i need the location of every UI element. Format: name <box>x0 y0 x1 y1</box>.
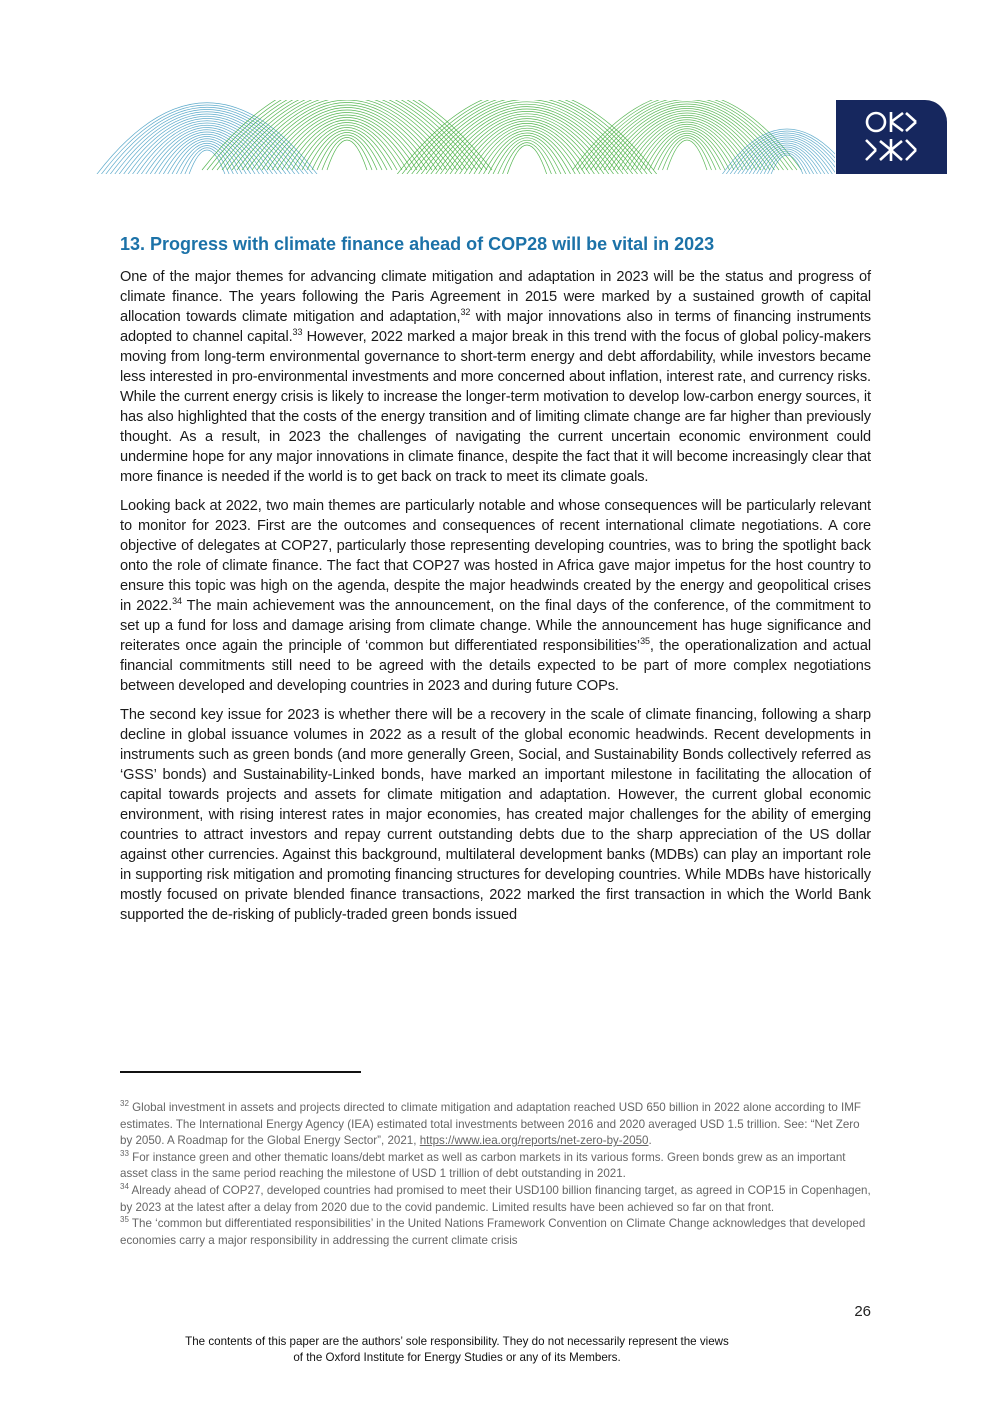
paragraph-3: The second key issue for 2023 is whether there will be a recovery in the scale of climate financing, following a sharp decline in global issuance volumes in 2022 as a result of the global economic headwinds. Recent developments in instruments such as green bonds (and more generally Green, Social, and Sustainability Bonds collectively referred as ‘GSS’ bonds) and Sustainability-Linked bonds, have marked an important milestone in facilitating the allocation of capital towards projects and assets for climate mitigation and adaptation. However, the current global economic environment, with rising interest rates in major economies, has created major challenges for the ability of emerging countries to attract investors and repay current outstanding debts due to the sharp appreciation of the US dollar against other currencies. Against this background, multilateral development banks (MDBs) can play an important role in supporting risk mitigation and promoting financing structures for developing countries. While MDBs have historically mostly focused on private blended finance transactions, 2022 marked the first transaction in which the World Bank supported the de-risking of publicly-traded green bonds issued <box>120 707 871 923</box>
paragraph-text: , the operationalization and actual financial commitments still need to be agreed with the details expected to be part of more complex negotiations between developed and developing countries in 2023 and during future COPs. <box>120 638 871 694</box>
wave-line <box>106 110 308 175</box>
wave-line <box>292 123 402 171</box>
footnote-number: 34 <box>120 1182 129 1192</box>
footnote-32 <box>120 1100 872 1150</box>
wave-line <box>658 136 716 171</box>
section-title <box>120 230 871 258</box>
wave-line <box>645 129 730 170</box>
wave-line <box>169 141 245 174</box>
page-number: 26 <box>854 1303 871 1320</box>
wave-line <box>667 140 707 170</box>
footnote-text: Already ahead of COP27, developed countries had promised to meet their USD100 billion financing target, as agreed in COP15 in Copenhagen, by 2023 at the latest after a delay from 2020 due to the covid pandemic. Limited results have been achieved so far on that front. <box>120 1183 871 1214</box>
oies-logo-icon <box>863 110 919 164</box>
wave-line <box>488 135 566 174</box>
wave-line <box>493 138 562 174</box>
wave-line <box>312 133 382 171</box>
wave-line <box>591 102 784 170</box>
footnote-34 <box>120 1183 872 1216</box>
wave-line <box>464 123 590 174</box>
wave-line <box>327 140 367 170</box>
footnote-number: 33 <box>120 1148 129 1158</box>
decorative-wave-banner <box>47 100 835 174</box>
main-content <box>120 230 871 934</box>
footnote-text: . <box>648 1134 652 1148</box>
footnote-text: For instance green and other thematic loans/debt market as well as carbon markets in its various forms. Green bonds grew as an important asset class in the same period reaching the milestone of USD 1 trillion of debt outstanding in 2021. <box>120 1150 846 1181</box>
footnote-separator <box>120 1071 361 1073</box>
footnote-text: Global investment in assets and projects directed to climate mitigation and adaptation reached USD 650 billion in 2022 alone according to IMF estimates. The International Energy Agency (IEA) estimated total investments between 2016 and 2020 averaged USD 1.5 trillion. See: “Net Zero by 2050. A Roadmap for the Global Energy Sector”, 2021, <box>120 1101 862 1148</box>
wave-line <box>151 132 263 174</box>
wave-line <box>272 113 422 171</box>
section-number: 13. <box>120 234 146 254</box>
footnotes <box>120 1100 872 1249</box>
paragraph-text: However, 2022 marked a major break in this trend with the focus of global policy-makers moving from long-term environmental governance to short-term energy and debt affordability, while investors became less interested in pro-environmental investments and more concerned about inflation, interest rate, and currency risks. While the current energy crisis is likely to increase the longer-term motivation to develop low-carbon energy sources, it has also highlighted that the costs of the energy transition and of limiting climate change are far higher than previously thought. As a result, in 2023 the challenges of navigating the current uncertain economic environment could undermine hope for any major innovations in climate finance, despite the fact that it will become increasingly clear that more finance is needed if the world is to get back on track to meet its climate goals. <box>120 329 871 485</box>
wave-line <box>165 139 250 174</box>
footnote-number: 35 <box>120 1215 129 1225</box>
section-title-text: Progress with climate finance ahead of COP28 will be vital in 2023 <box>150 234 715 254</box>
wave-line <box>507 145 547 174</box>
paragraph-2 <box>120 496 871 696</box>
disclaimer-line: of the Oxford Institute for Energy Studies or any of its Members. <box>293 1351 621 1364</box>
paragraph-1 <box>120 267 871 487</box>
paragraph-text: with major innovations also in terms of financing instruments adopted to channel capital. <box>120 309 871 345</box>
paragraph-text: The main achievement was the announcement, on the final days of the conference, of the commitment to set up a fund for loss and damage arising from climate change. While the announcement has huge significance and reiterates once again the principle of ‘common but differentiated responsibilities’ <box>120 598 872 654</box>
wave-line <box>160 137 254 175</box>
disclaimer-line: The contents of this paper are the authors’ sole responsibility. They do not necessarily represent the views <box>185 1335 729 1348</box>
footnote-number: 32 <box>120 1099 129 1109</box>
wave-line <box>459 121 595 174</box>
iea-report-link[interactable]: https://www.iea.org/reports/net-zero-by-2050 <box>419 1134 649 1148</box>
wave-line <box>129 121 286 174</box>
footnote-33 <box>120 1150 872 1183</box>
wave-line <box>478 131 576 174</box>
wave-line <box>454 119 600 174</box>
wave-line <box>297 125 397 170</box>
footnote-35 <box>120 1216 872 1249</box>
footnote-ref-32[interactable]: 32 <box>460 307 471 318</box>
footnote-ref-33[interactable]: 33 <box>292 327 303 338</box>
wave-line <box>622 118 752 171</box>
disclaimer <box>120 1334 794 1366</box>
paragraph-text: One of the major themes for advancing climate mitigation and adaptation in 2023 will be the status and progress of climate finance. The years following the Paris Agreement in 2015 were marked by a sustained growth of capital allocation towards climate mitigation and adaptation, <box>120 269 871 325</box>
paragraph-text: Looking back at 2022, two main themes are particularly notable and whose consequences will be particularly relevant to monitor for 2023. First are the outcomes and consequences of recent international climate negotiations. A core objective of delegates at COP27, particularly those representing developing countries, was to bring the spotlight back onto the role of climate finance. The fact that COP27 was hosted in Africa gave major impetus for the host country to ensure this topic was high on the agenda, despite the major headwinds created by the energy and geopolitical crises in 2022. <box>120 498 871 614</box>
wave-line <box>654 133 721 170</box>
oies-logo <box>836 100 947 174</box>
footnote-ref-34[interactable]: 34 <box>172 596 182 607</box>
wave-line <box>445 114 610 174</box>
footnote-text: The ‘common but differentiated responsibilities’ in the United Nations Framework Convention on Climate Change acknowledges that developed economies carry a major responsibility in addressing the current climate crisis <box>120 1217 866 1247</box>
wave-line <box>307 130 387 170</box>
wave-graphic <box>47 100 835 174</box>
footnote-ref-35[interactable]: 35 <box>640 636 650 647</box>
